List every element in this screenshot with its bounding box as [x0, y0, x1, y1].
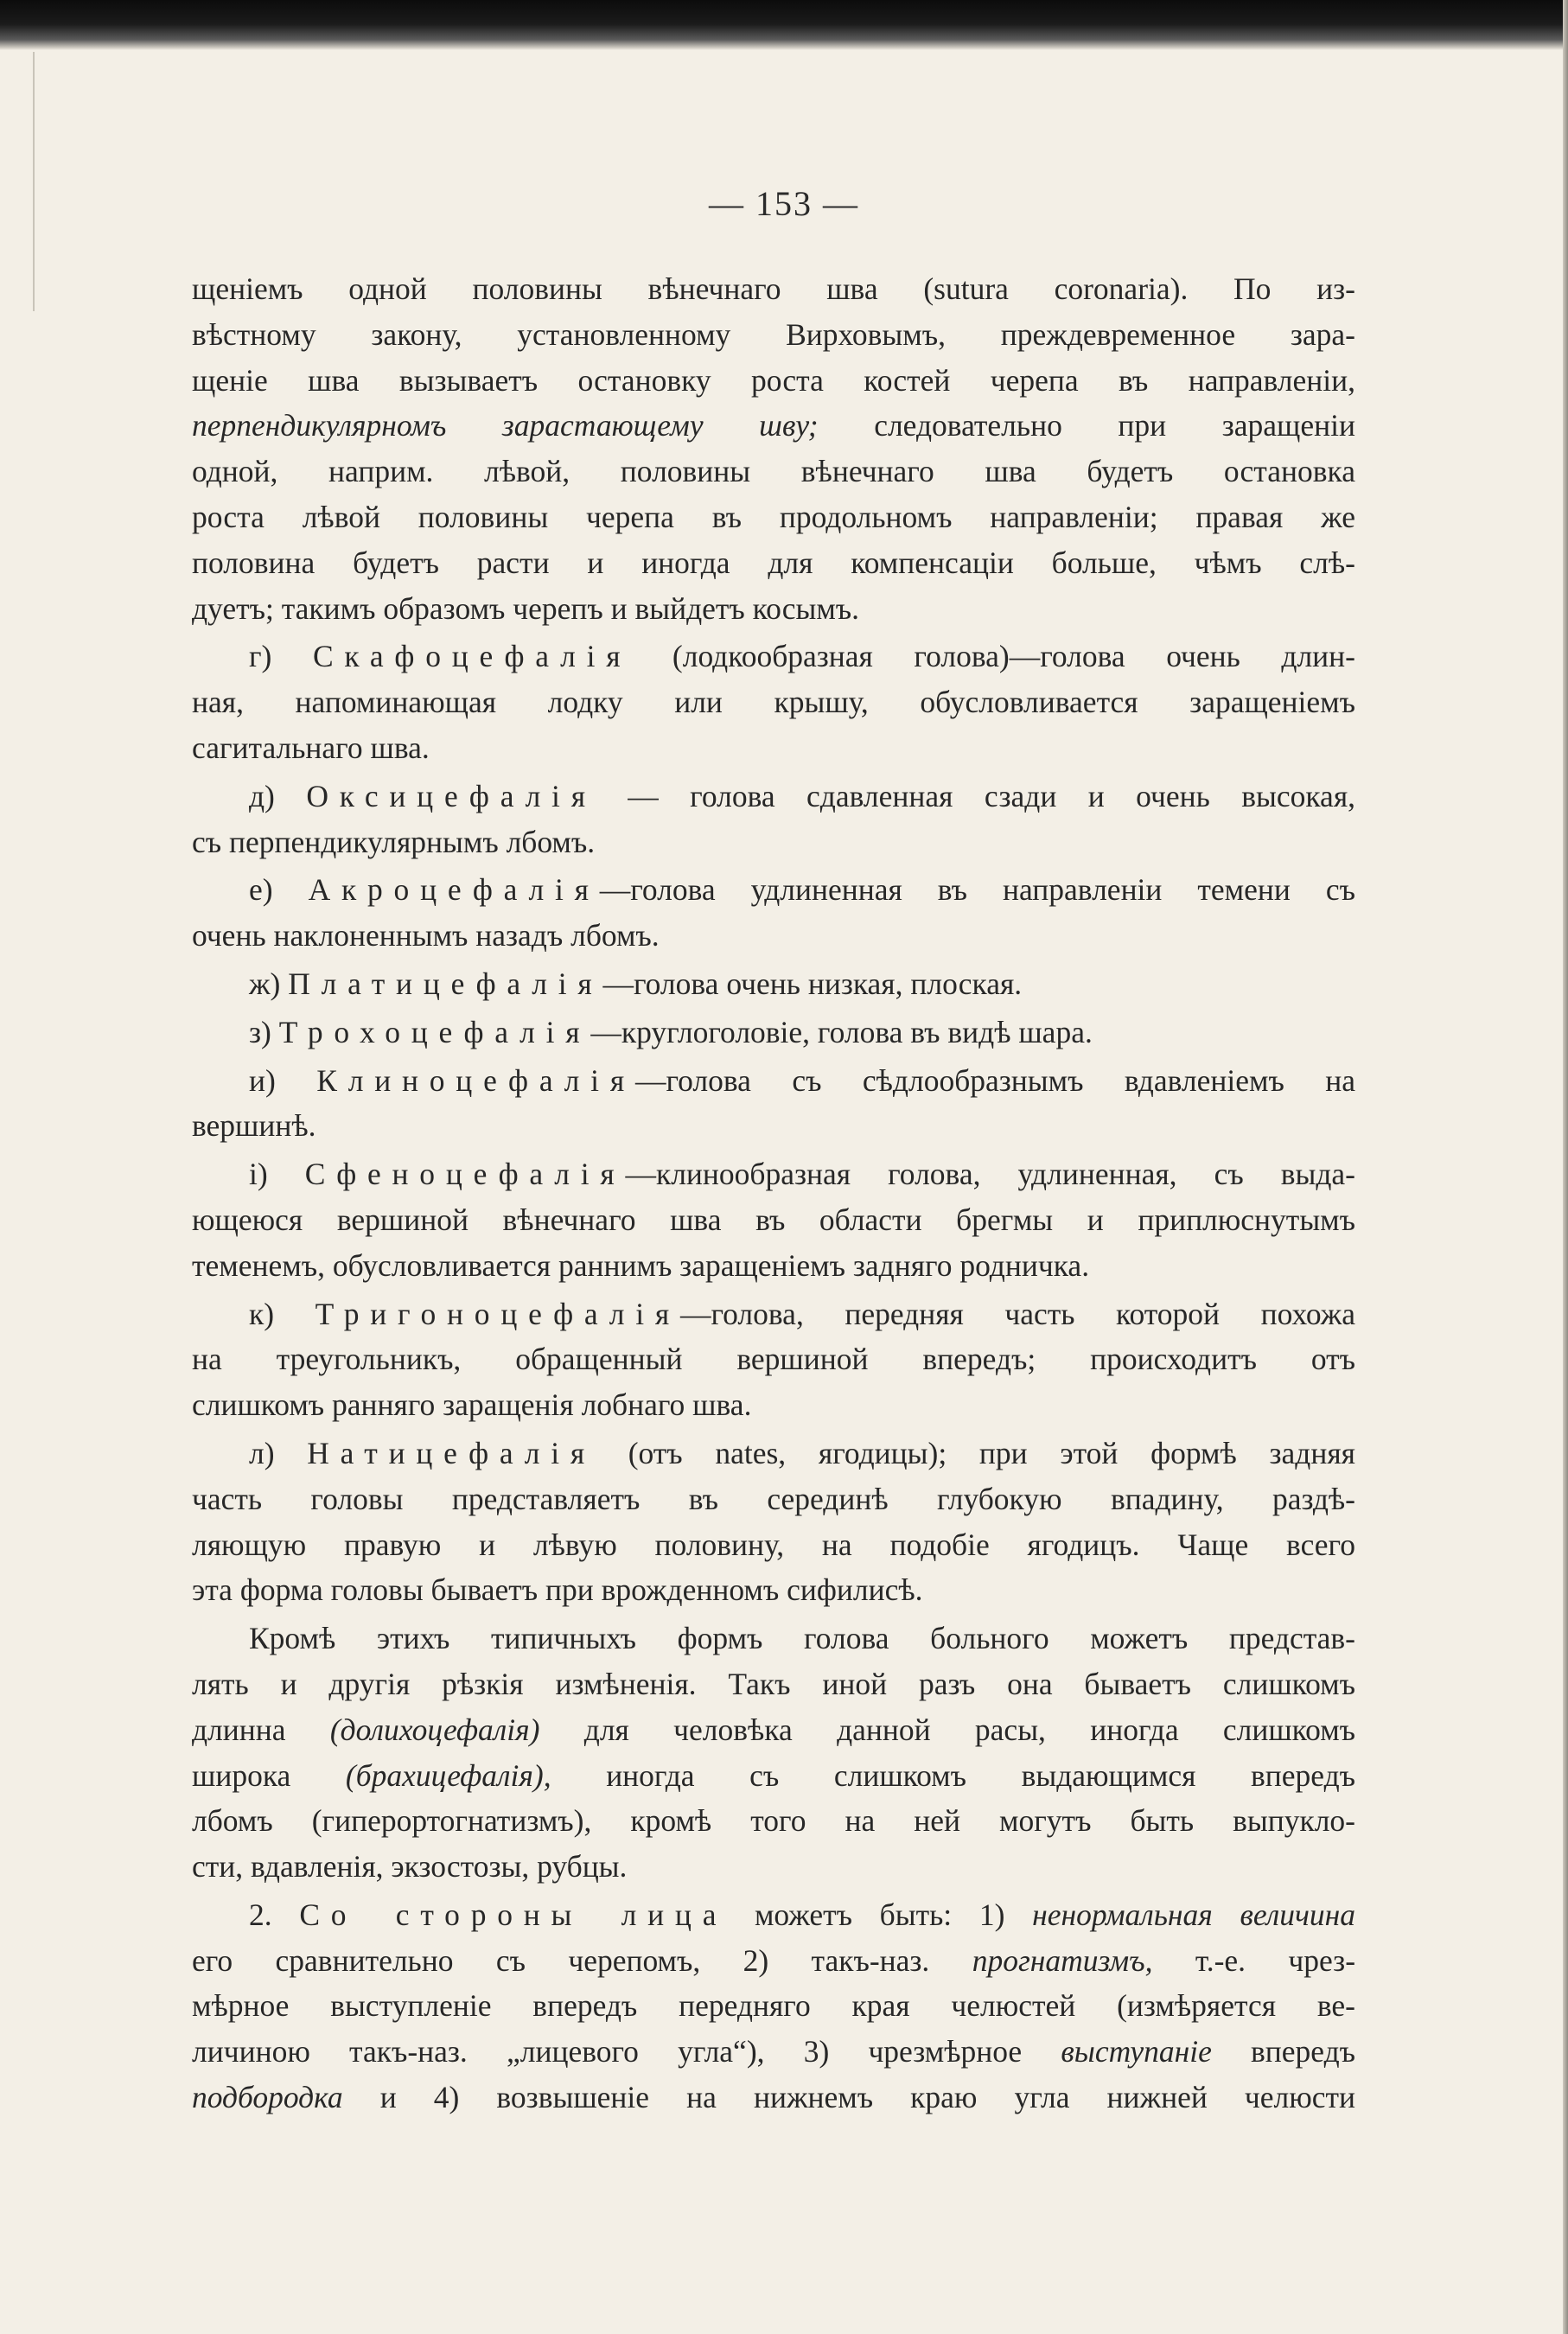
text-line: д) Оксицефалія — голова сдавленная сзади и очень высокая, — [249, 778, 1356, 813]
text-line: ляющую правую и лѣвую половину, на подобіе ягодицъ. Чаще всего — [192, 1527, 1355, 1562]
text-line: эта форма головы бываетъ при врожденномъ сифилисѣ. — [192, 1572, 923, 1608]
italic-term: перпендикулярномъ зарастающему шву; — [192, 408, 819, 443]
text-line: личиною такъ-наз. „лицевого угла“), 3) чрезмѣрное выступаніе впередъ — [192, 2034, 1356, 2069]
text-line: мѣрное выступленіе впередъ передняго края челюстей (измѣряется ве- — [192, 1988, 1355, 2024]
italic-term: прогнатизмъ, — [972, 1942, 1153, 1978]
text-line: длинна (долихоцефалія) для человѣка данной расы, иногда слишкомъ — [192, 1712, 1356, 1747]
text-line: л) Натицефалія (отъ nates, ягодицы); при этой формѣ задняя — [249, 1435, 1355, 1470]
text-line: дуетъ; такимъ образомъ черепъ и выйдетъ косымъ. — [192, 590, 860, 626]
spaced-term: Натицефалія — [307, 1435, 596, 1470]
text-line: ж) Платицефалія—голова очень низкая, плоская. — [249, 966, 1023, 1001]
spaced-term: Сфеноцефалія — [304, 1157, 626, 1192]
spaced-term: Со стороны лица — [299, 1897, 728, 1932]
text-line: щеніемъ одной половины вѣнечнаго шва (sutura coronaria). По из- — [192, 271, 1355, 306]
text-line: подбородка и 4) возвышеніе на нижнемъ краю угла нижней челюсти — [192, 2080, 1356, 2115]
spaced-term: Платицефалія — [288, 966, 603, 1001]
text-line: е) Акроцефалія—голова удлиненная въ направленіи темени съ — [249, 872, 1355, 908]
text-line: и) Клиноцефалія—голова съ сѣдлообразнымъ вдавленіемъ на — [249, 1062, 1355, 1098]
text-line: очень наклоненнымъ назадъ лбомъ. — [192, 918, 660, 953]
text-line: ная, напоминающая лодку или крышу, обусловливается заращеніемъ — [192, 685, 1355, 720]
text-line: сти, вдавленія, экзостозы, рубцы. — [192, 1849, 628, 1884]
scan-right-edge — [1563, 0, 1568, 2334]
spaced-term: Тригоноцефалія — [315, 1296, 680, 1331]
spaced-term: Оксицефалія — [306, 778, 596, 813]
text-line: его сравнительно съ черепомъ, 2) такъ-наз. прогнатизмъ, т.-е. чрез- — [192, 1942, 1356, 1978]
italic-term: выступаніе — [1061, 2034, 1212, 2069]
text-line: ющеюся вершиной вѣнечнаго шва въ области брегмы и приплюснутымъ — [192, 1202, 1355, 1237]
italic-term: ненормальная величина — [1032, 1897, 1355, 1932]
text-line: сагитальнаго шва. — [192, 730, 430, 765]
text-line: слишкомъ ранняго заращенія лобнаго шва. — [192, 1387, 752, 1423]
text-line: з) Трохоцефалія—круглоголовіе, голова въ видѣ шара. — [249, 1014, 1093, 1049]
text-line: лять и другія рѣзкія измѣненія. Такъ иной разъ она бываетъ слишкомъ — [192, 1666, 1355, 1701]
spaced-term: Клиноцефалія — [316, 1062, 635, 1098]
text-line: і) Сфеноцефалія—клинообразная голова, удлиненная, съ выда- — [249, 1157, 1355, 1192]
text-line: щеніе шва вызываетъ остановку роста костей черепа въ направленіи, — [192, 362, 1355, 398]
spaced-term: Акроцефалія — [308, 872, 600, 908]
text-line: лбомъ (гиперортогнатизмъ), кромѣ того на ней могутъ быть выпукло- — [192, 1803, 1355, 1839]
text-line: г) Скафоцефалія (лодкообразная голова)—голова очень длин- — [249, 639, 1355, 674]
text-line: роста лѣвой половины черепа въ продольномъ направленіи; правая же — [192, 499, 1355, 534]
italic-term: (брахицефалія), — [345, 1757, 551, 1793]
text-line: одной, наприм. лѣвой, половины вѣнечнаго шва будетъ остановка — [192, 454, 1355, 489]
text-line: вершинѣ. — [192, 1108, 316, 1144]
text-line: на треугольникъ, обращенный вершиной впередъ; происходитъ отъ — [192, 1342, 1355, 1377]
text-line: вѣстному закону, установленному Вирховымъ, преждевременное зара- — [192, 316, 1355, 352]
spaced-term: Трохоцефалія — [278, 1014, 591, 1049]
text-line: широка (брахицефалія), иногда съ слишкомъ выдающимся впередъ — [192, 1757, 1355, 1793]
spaced-term: Скафоцефалія — [312, 639, 632, 674]
text-line: 2. Со стороны лица можетъ быть: 1) ненормальная величина — [249, 1897, 1355, 1932]
italic-term: (долихоцефалія) — [329, 1712, 540, 1747]
text-line: часть головы представляетъ въ серединѣ глубокую впадину, раздѣ- — [192, 1481, 1355, 1516]
text-line: теменемъ, обусловливается раннимъ заращеніемъ задняго родничка. — [192, 1247, 1090, 1283]
text-line: съ перпендикулярнымъ лбомъ. — [192, 824, 596, 859]
scan-top-edge — [0, 0, 1568, 50]
text-line: к) Тригоноцефалія—голова, передняя часть которой похожа — [249, 1296, 1355, 1331]
text-line: Кромѣ этихъ типичныхъ формъ голова больного можетъ представ- — [249, 1621, 1355, 1656]
text-line: половина будетъ расти и иногда для компенсаціи больше, чѣмъ слѣ- — [192, 545, 1355, 580]
text-line: перпендикулярномъ зарастающему шву; следовательно при заращеніи — [192, 408, 1355, 443]
italic-term: подбородка — [192, 2080, 343, 2115]
scan-margin-mark — [33, 52, 35, 311]
page-body — [192, 266, 1355, 2120]
page-number: — 153 — — [709, 184, 859, 223]
